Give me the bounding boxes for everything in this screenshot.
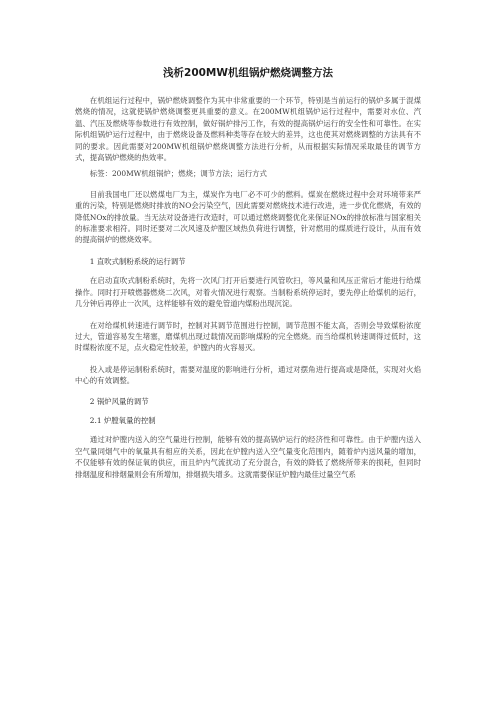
document-title: 浅析200MW机组锅炉燃烧调整方法	[163, 67, 333, 79]
keywords-line: 标签：200MW机组锅炉；燃烧；调节方法；运行方式	[89, 169, 267, 179]
section-2-1-paragraph: 通过对炉膛内送入的空气量进行控制，能够有效的提高锅炉运行的经济性和可靠性。由于炉膛内送入空气量同烟气中的氧量具有相应的关系，因此在炉膛内送入空气量变化范围内，随着炉内送风量的增加，不仅能够有效的保证氧的供应，而且炉内气流扰动了充分混合，有效的降低了燃烧所带来的损耗，但同时排烟温度和排烟量则会有所增加，排烟损失增多。这就需要保证炉膛内最佳过量空气系	[75, 435, 421, 479]
abstract-paragraph: 在机组运行过程中，锅炉燃烧调整作为其中非常重要的一个环节，特别是当前运行的锅炉多属于混煤燃烧的情况，这就使锅炉燃烧调整更具重要的意义。在200MW机组锅炉运行过程中，需要对水位、汽温、汽压及燃烧等参数进行有效控制，做好锅炉排污工作，有效的提高锅炉运行的安全性和可靠性。在实际机组锅炉运行过程中，由于燃烧设备及燃料种类等存在较大的差异，这也使其对燃烧调整的方法具有不同的要求。因此需要对200MW机组锅炉燃烧调整方法进行分析，从而根据实际情况采取最佳的调节方式，提高锅炉燃烧的热效率。	[75, 96, 421, 163]
section-1-paragraph-2: 在对给煤机转速进行调节时，控制对其调节范围进行控制，调节范围不能太高，否则会导致煤粉浓度过大，管道容易发生堵塞，磨煤机出现过载情况而影响煤粉的完全燃烧。而当给煤机转速调得过低时，这时煤粉浓度不足，点火稳定性较差，炉膛内的火容易灭。	[75, 320, 421, 353]
intro-paragraph: 目前我国电厂还以燃煤电厂为主，煤炭作为电厂必不可少的燃料。煤炭在燃烧过程中会对环境带来严重的污染，特别是燃烧时排放的NO会污染空气，因此需要对燃烧技术进行改进，进一步优化燃烧，有效的降低NOx的排放量。当无法对设备进行改造时，可以通过燃烧调整优化来保证NOx的排放标准与国家相关的标准要求相符。同时还要对二次风速及炉膛区域热负荷进行调整，针对燃用的煤质进行设计，从而有效的提高锅炉的燃烧效率。	[75, 189, 421, 245]
section-1-paragraph-1: 在启动直吹式制粉系统时，先将一次风门打开后要进行风管吹扫，等风量和风压正常后才能进行给煤操作。同时打开喷燃器燃烧二次风，对着火情况进行观察。当制粉系统停运时，要先停止给煤机的运行，几分钟后再停止一次风，这样能够有效的避免管道内煤粉出现沉淀。	[75, 276, 421, 309]
subsection-heading-2-1: 2.1 炉膛氧量的控制	[89, 415, 156, 425]
section-heading-2: 2 锅炉风量的调节	[89, 396, 149, 406]
document-body	[75, 66, 421, 485]
section-1-paragraph-3: 投入或是停运制粉系统时，需要对温度的影响进行分析，通过对摆角进行提高或是降低，实现对火焰中心的有效调整。	[75, 364, 421, 386]
section-heading-1: 1 直吹式制粉系统的运行调节	[89, 256, 186, 266]
